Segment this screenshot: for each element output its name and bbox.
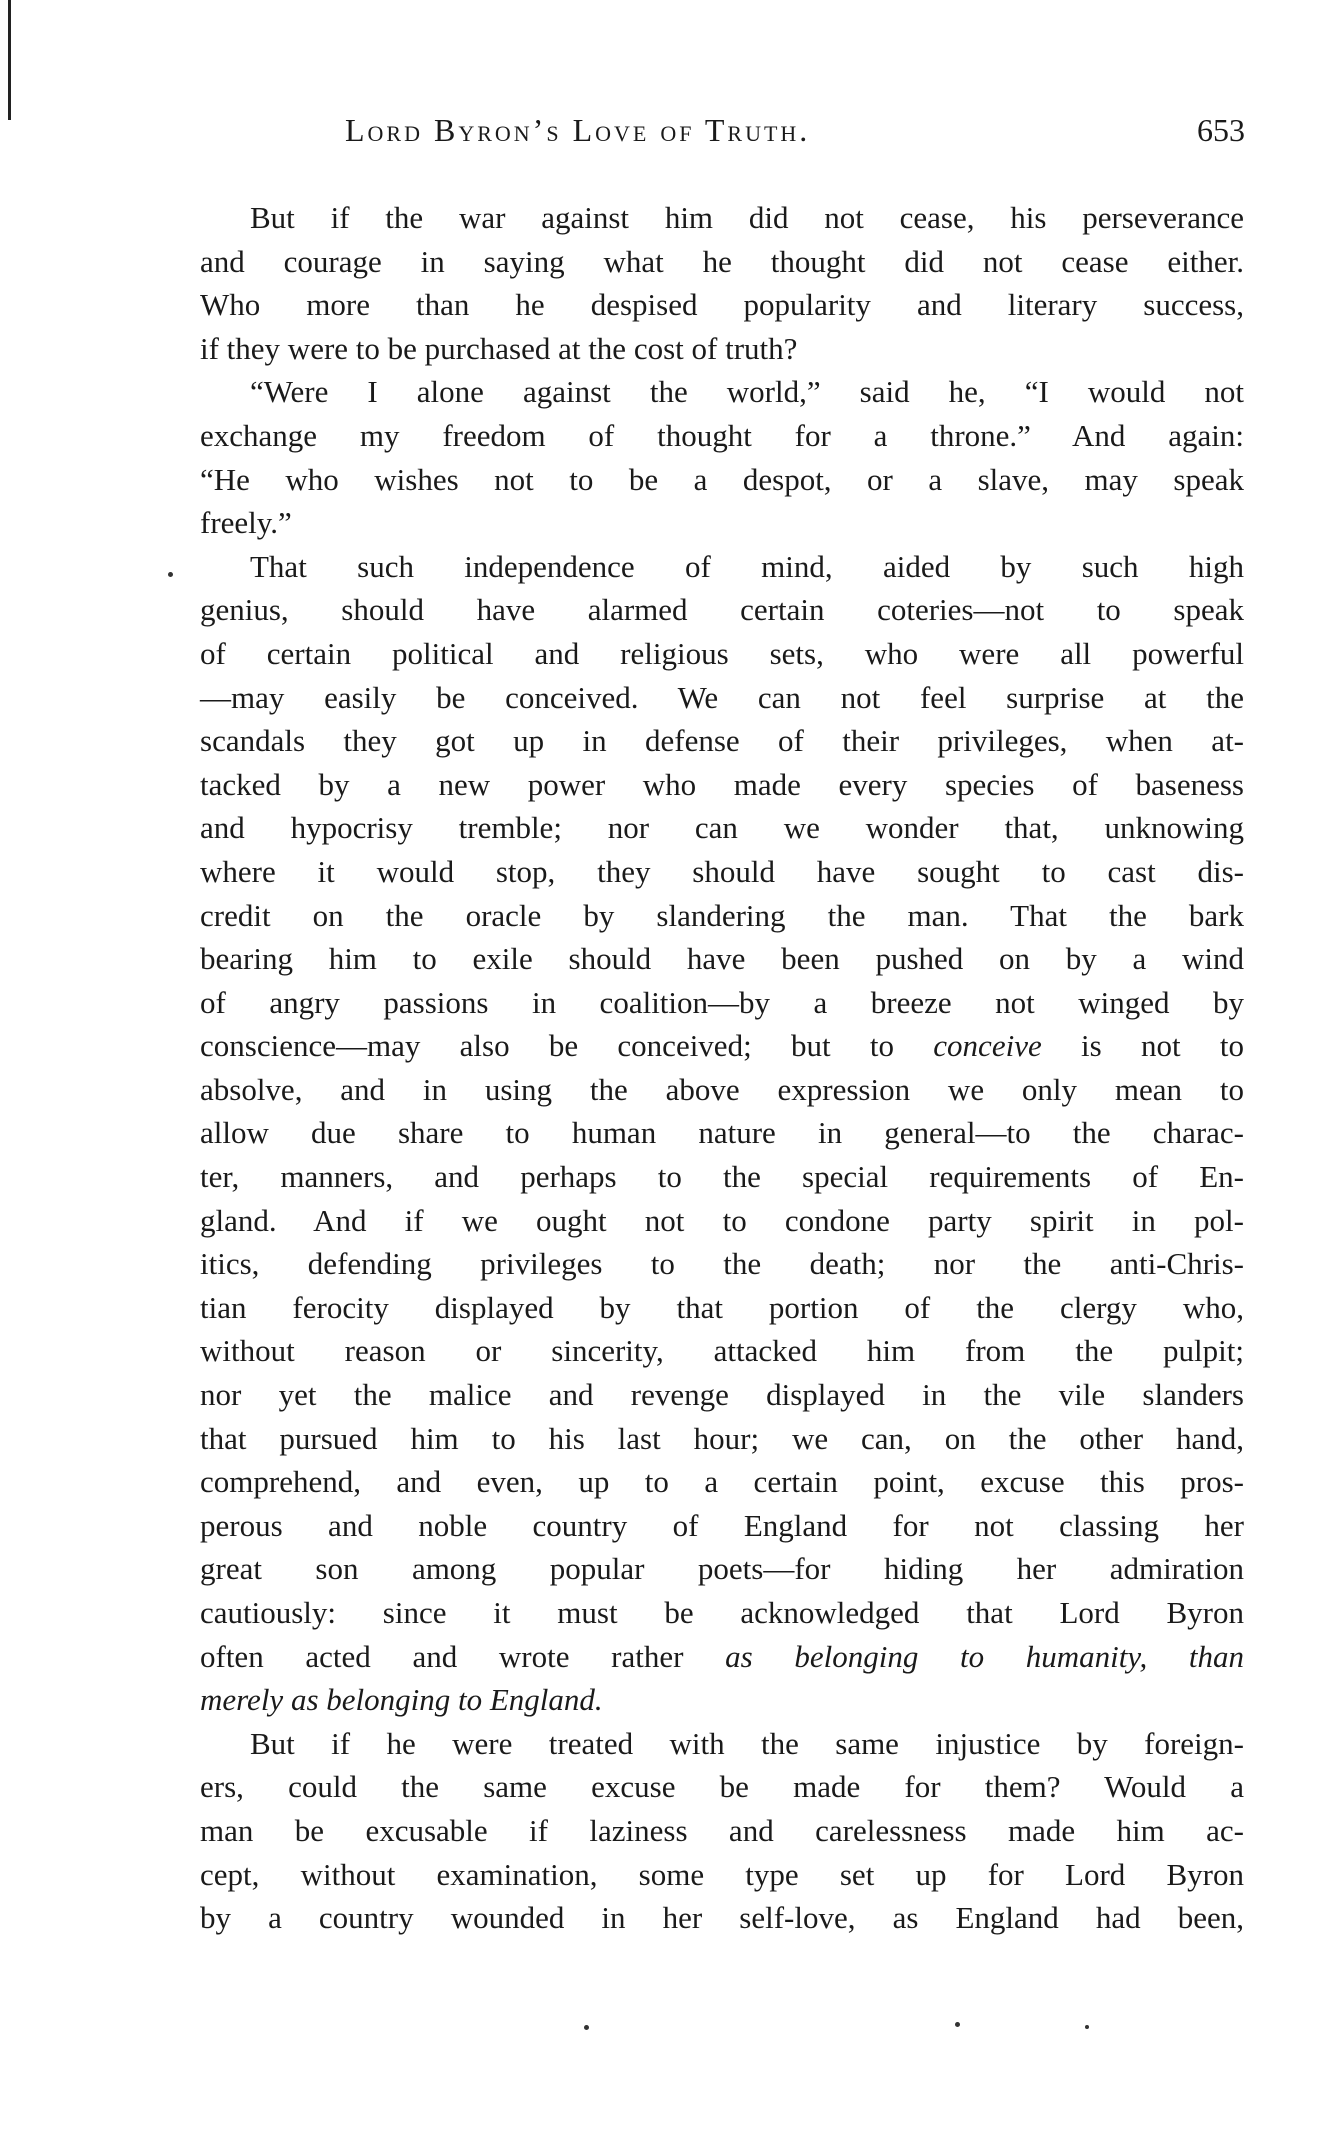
text-segment: of angry passions in coalition—by a breeze not winged by (200, 984, 1244, 1020)
text-segment: is not to (1041, 1028, 1245, 1064)
text-segment: genius, should have alarmed certain coteries—not to speak (200, 592, 1244, 628)
text-segment: credit on the oracle by slandering the man. That the bark (200, 897, 1244, 933)
italic-text: conceive (933, 1028, 1042, 1064)
text-line (200, 1068, 1244, 1112)
text-line (200, 1286, 1244, 1330)
text-line (200, 850, 1244, 894)
text-line (200, 763, 1244, 807)
page-body (200, 196, 1244, 1940)
text-line (200, 1722, 1244, 1766)
text-segment: itics, defending privileges to the death; nor the anti-Chris- (200, 1246, 1244, 1282)
text-segment: where it would stop, they should have sought to cast dis- (200, 853, 1244, 889)
paragraph (200, 1722, 1244, 1940)
text-line (200, 1329, 1244, 1373)
text-line (200, 545, 1244, 589)
text-line (200, 196, 1244, 240)
text-line (200, 676, 1244, 720)
text-line (200, 370, 1244, 414)
page-edge-line (8, 0, 11, 120)
text-segment: and courage in saying what he thought did not cease either. (200, 243, 1244, 279)
text-line (200, 1853, 1244, 1897)
text-line (200, 327, 1244, 371)
paragraph (200, 545, 1244, 1722)
text-segment: scandals they got up in defense of their privileges, when at- (200, 723, 1244, 759)
text-line (200, 414, 1244, 458)
text-segment: But if he were treated with the same injustice by foreign- (250, 1725, 1244, 1761)
text-line (200, 1024, 1244, 1068)
text-segment: conscience—may also be conceived; but to (200, 1028, 934, 1064)
speck-mark (584, 2025, 589, 2030)
text-segment: ter, manners, and perhaps to the special requirements of En- (200, 1159, 1244, 1195)
text-line (200, 1591, 1244, 1635)
text-line (200, 588, 1244, 632)
text-line (200, 1678, 1244, 1722)
text-line (200, 937, 1244, 981)
text-segment: exchange my freedom of thought for a throne.” And again: (200, 417, 1244, 453)
paragraph (200, 370, 1244, 544)
text-segment: bearing him to exile should have been pushed on by a wind (200, 941, 1244, 977)
margin-mark (168, 572, 173, 577)
text-segment: perous and noble country of England for not classing her (200, 1507, 1244, 1543)
text-segment: comprehend, and even, up to a certain point, excuse this pros- (200, 1464, 1244, 1500)
text-segment: absolve, and in using the above expression we only mean to (200, 1071, 1244, 1107)
text-line (200, 283, 1244, 327)
text-line (200, 1547, 1244, 1591)
text-line (200, 894, 1244, 938)
text-line (200, 458, 1244, 502)
text-line (200, 632, 1244, 676)
text-line (200, 1896, 1244, 1940)
text-segment: freely.” (200, 505, 292, 541)
running-title: Lord Byron’s Love of Truth. (345, 112, 811, 148)
text-line (200, 1809, 1244, 1853)
text-line (200, 1417, 1244, 1461)
speck-mark (1085, 2025, 1089, 2029)
text-segment: without reason or sincerity, attacked him from the pulpit; (200, 1333, 1244, 1369)
text-segment: nor yet the malice and revenge displayed in the vile slanders (200, 1377, 1244, 1413)
text-segment: often acted and wrote rather (200, 1638, 726, 1674)
text-line (200, 1111, 1244, 1155)
text-segment: “He who wishes not to be a despot, or a slave, may speak (200, 461, 1244, 497)
text-segment: gland. And if we ought not to condone party spirit in pol- (200, 1202, 1244, 1238)
text-segment: But if the war against him did not cease, his perseverance (250, 200, 1244, 235)
text-segment: cautiously: since it must be acknowledged that Lord Byron (200, 1595, 1244, 1630)
text-segment: by a country wounded in her self-love, as England had been, (200, 1900, 1244, 1936)
text-segment: that pursued him to his last hour; we can, on the other hand, (200, 1420, 1244, 1456)
text-line (200, 1460, 1244, 1504)
text-line (200, 981, 1244, 1025)
text-segment: Who more than he despised popularity and literary success, (200, 287, 1244, 323)
text-line (200, 1504, 1244, 1548)
text-segment: man be excusable if laziness and carelessness made him ac- (200, 1812, 1244, 1848)
text-line (200, 1199, 1244, 1243)
text-line (200, 240, 1244, 284)
text-line (200, 501, 1244, 545)
text-segment: —may easily be conceived. We can not feel surprise at the (200, 679, 1244, 715)
text-segment: great son among popular poets—for hiding her admiration (200, 1551, 1244, 1587)
text-line (200, 1155, 1244, 1199)
text-line (200, 1765, 1244, 1809)
text-segment: tacked by a new power who made every species of baseness (200, 766, 1244, 802)
text-segment: tian ferocity displayed by that portion of the clergy who, (200, 1289, 1244, 1325)
text-line (200, 1635, 1244, 1679)
text-segment: That such independence of mind, aided by such high (250, 548, 1244, 584)
text-segment: ers, could the same excuse be made for them? Would a (200, 1769, 1244, 1805)
text-line (200, 719, 1244, 763)
paragraph (200, 196, 1244, 370)
text-segment: and hypocrisy tremble; nor can we wonder that, unknowing (200, 810, 1244, 846)
italic-text: as belonging to humanity, than (725, 1638, 1244, 1674)
text-line (200, 1242, 1244, 1286)
text-line (200, 806, 1244, 850)
text-segment: of certain political and religious sets, who were all powerful (200, 635, 1244, 671)
text-segment: allow due share to human nature in general—to the charac- (200, 1115, 1244, 1151)
text-segment: “Were I alone against the world,” said he, “I would not (250, 374, 1244, 410)
italic-text: merely as belonging to England. (200, 1682, 603, 1718)
page-number: 653 (1197, 112, 1245, 148)
text-line (200, 1373, 1244, 1417)
speck-mark (955, 2022, 960, 2027)
text-segment: if they were to be purchased at the cost of truth? (200, 330, 798, 366)
text-segment: cept, without examination, some type set up for Lord Byron (200, 1856, 1244, 1892)
running-header (345, 112, 1245, 162)
